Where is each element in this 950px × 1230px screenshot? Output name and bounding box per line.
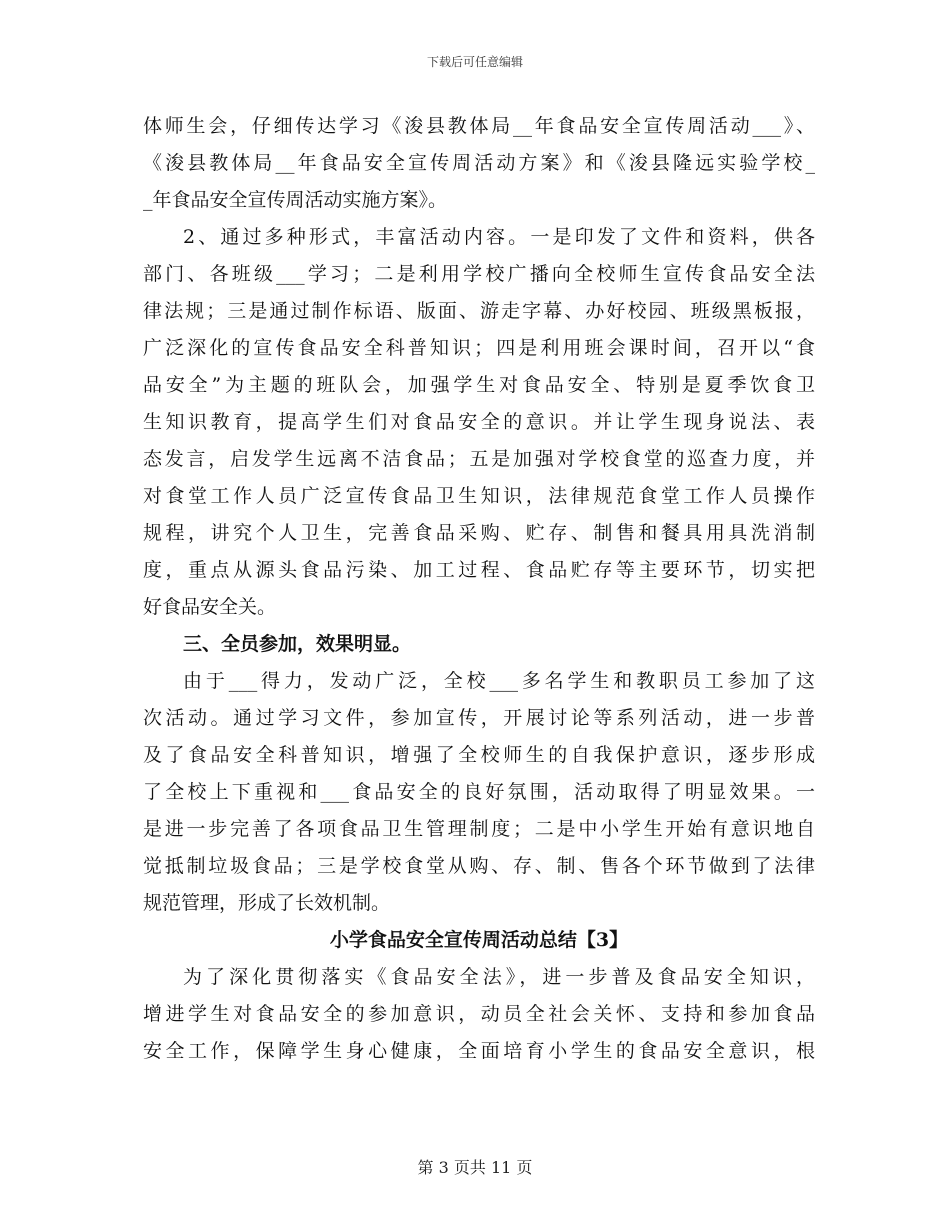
text-line: 度，重点从源头食品污染、加工过程、食品贮存等主要环节，切实把 xyxy=(143,559,815,581)
page-footer: 第 3 页共 11 页 xyxy=(417,1158,533,1177)
text-line: 品安全”为主题的班队会，加强学生对食品安全、特别是夏季饮食卫 xyxy=(143,374,815,396)
text-line: 好食品安全关。 xyxy=(143,596,277,618)
text-line: 生知识教育，提高学生们对食品安全的意识。并让学生现身说法、表 xyxy=(143,411,815,433)
text-line: 态发言，启发学生远离不洁食品；五是加强对学校食堂的巡查力度，并 xyxy=(143,448,815,470)
section-heading: 三、全员参加，效果明显。 xyxy=(183,633,412,655)
text-line: 觉抵制垃圾食品；三是学校食堂从购、存、制、售各个环节做到了法律 xyxy=(143,855,815,877)
text-line: 规程，讲究个人卫生，完善食品采购、贮存、制售和餐具用具洗消制 xyxy=(143,522,815,544)
text-line: 为了深化贯彻落实《食品安全法》，进一步普及食品安全知识， xyxy=(183,966,815,988)
page-header: 下载后可任意编辑 xyxy=(426,55,523,69)
text-line: 了全校上下重视和___食品安全的良好氛围，活动取得了明显效果。一 xyxy=(143,781,815,803)
text-line: 广泛深化的宣传食品安全科普知识；四是利用班会课时间，召开以“食 xyxy=(143,337,815,359)
text-line: 2、通过多种形式，丰富活动内容。一是印发了文件和资料，供各 xyxy=(183,226,815,248)
text-line: _年食品安全宣传周活动实施方案》。 xyxy=(143,189,448,211)
text-line: 《浚县教体局__年食品安全宣传周活动方案》和《浚县隆远实验学校_ xyxy=(143,152,815,174)
text-line: 体师生会，仔细传达学习《浚县教体局__年食品安全宣传周活动___》、 xyxy=(143,115,815,137)
text-line: 及了食品安全科普知识，增强了全校师生的自我保护意识，逐步形成 xyxy=(143,744,815,766)
article-title: 小学食品安全宣传周活动总结【3】 xyxy=(329,929,629,951)
text-line: 部门、各班级___学习；二是利用学校广播向全校师生宣传食品安全法 xyxy=(143,263,815,285)
text-line: 规范管理，形成了长效机制。 xyxy=(143,892,391,914)
text-line: 对食堂工作人员广泛宣传食品卫生知识，法律规范食堂工作人员操作 xyxy=(143,485,815,507)
text-line: 增进学生对食品安全的参加意识，动员全社会关怀、支持和参加食品 xyxy=(143,1003,815,1025)
text-line: 次活动。通过学习文件，参加宣传，开展讨论等系列活动，进一步普 xyxy=(143,707,815,729)
text-line: 是进一步完善了各项食品卫生管理制度；二是中小学生开始有意识地自 xyxy=(143,818,815,840)
body-text xyxy=(143,108,815,1070)
text-line: 安全工作，保障学生身心健康，全面培育小学生的食品安全意识，根 xyxy=(143,1040,815,1062)
text-line: 律法规；三是通过制作标语、版面、游走字幕、办好校园、班级黑板报， xyxy=(143,300,815,322)
text-line: 由于___得力，发动广泛，全校___多名学生和教职员工参加了这 xyxy=(183,670,815,692)
